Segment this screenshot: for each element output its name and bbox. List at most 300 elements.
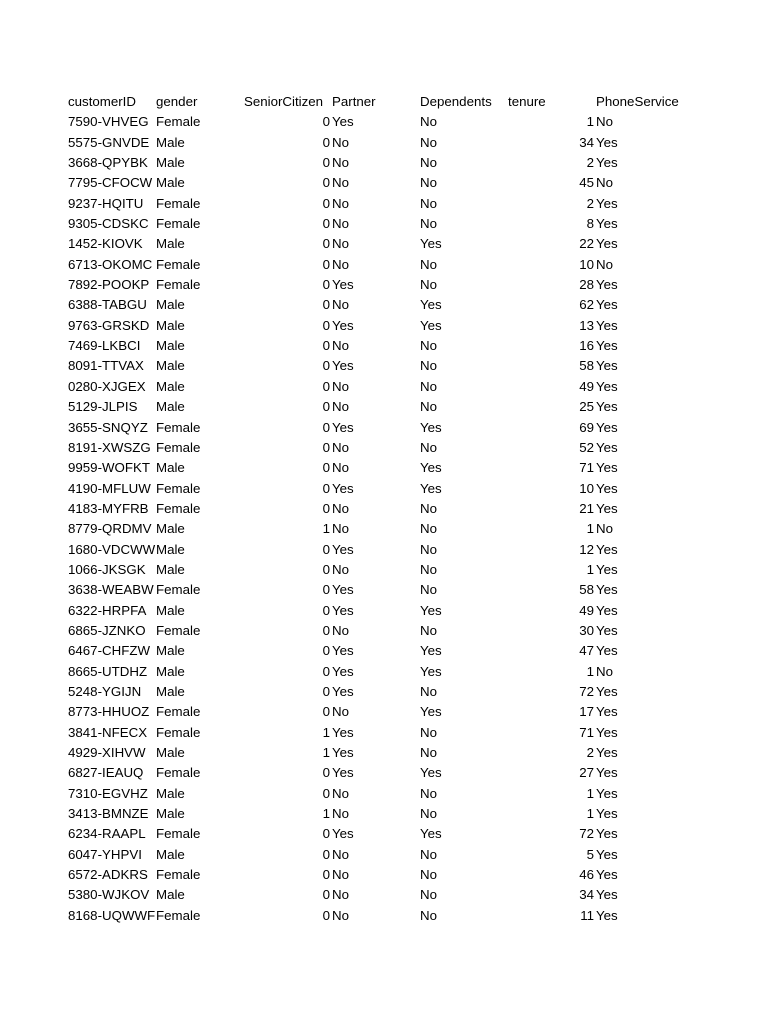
cell-phoneservice: Yes (596, 887, 618, 903)
cell-gender: Female (156, 765, 201, 781)
cell-gender: Male (156, 155, 185, 171)
cell-gender: Male (156, 521, 185, 537)
cell-seniorcitizen: 0 (322, 765, 330, 781)
cell-partner: Yes (332, 602, 354, 618)
cell-tenure: 62 (579, 297, 594, 313)
cell-gender: Female (156, 622, 201, 638)
cell-tenure: 46 (579, 867, 594, 883)
table-row (0, 763, 768, 783)
cell-dependents: Yes (420, 297, 442, 313)
cell-customerid: 9959-WOFKT (68, 460, 151, 476)
cell-dependents: Yes (420, 480, 442, 496)
cell-seniorcitizen: 0 (322, 378, 330, 394)
cell-partner: Yes (332, 541, 354, 557)
cell-seniorcitizen: 0 (322, 704, 330, 720)
cell-phoneservice: Yes (596, 806, 618, 822)
cell-seniorcitizen: 0 (322, 256, 330, 272)
cell-partner: No (332, 887, 349, 903)
cell-dependents: No (420, 521, 437, 537)
table-row (0, 845, 768, 865)
cell-seniorcitizen: 1 (322, 806, 330, 822)
cell-tenure: 16 (579, 338, 594, 354)
cell-partner: Yes (332, 826, 354, 842)
cell-seniorcitizen: 0 (322, 907, 330, 923)
cell-tenure: 17 (579, 704, 594, 720)
cell-tenure: 1 (586, 521, 594, 537)
cell-customerid: 5380-WJKOV (68, 887, 150, 903)
table-row (0, 438, 768, 458)
cell-phoneservice: No (596, 521, 613, 537)
cell-phoneservice: Yes (596, 561, 618, 577)
cell-seniorcitizen: 1 (322, 724, 330, 740)
cell-partner: No (332, 846, 349, 862)
cell-partner: No (332, 561, 349, 577)
column-header-tenure: tenure (508, 94, 546, 109)
cell-customerid: 0280-XJGEX (68, 378, 146, 394)
cell-seniorcitizen: 0 (322, 175, 330, 191)
cell-phoneservice: Yes (596, 602, 618, 618)
cell-seniorcitizen: 0 (322, 277, 330, 293)
cell-seniorcitizen: 0 (322, 460, 330, 476)
cell-customerid: 7795-CFOCW (68, 175, 153, 191)
cell-phoneservice: Yes (596, 867, 618, 883)
cell-gender: Female (156, 439, 201, 455)
cell-phoneservice: Yes (596, 704, 618, 720)
cell-phoneservice: Yes (596, 622, 618, 638)
cell-tenure: 69 (579, 419, 594, 435)
cell-gender: Male (156, 846, 185, 862)
cell-seniorcitizen: 0 (322, 216, 330, 232)
cell-gender: Male (156, 358, 185, 374)
cell-customerid: 4190-MFLUW (68, 480, 151, 496)
cell-tenure: 45 (579, 175, 594, 191)
table-row (0, 682, 768, 702)
cell-partner: No (332, 521, 349, 537)
cell-customerid: 6234-RAAPL (68, 826, 146, 842)
column-header-gender: gender (156, 94, 198, 109)
cell-phoneservice: Yes (596, 277, 618, 293)
cell-gender: Male (156, 541, 185, 557)
cell-customerid: 6388-TABGU (68, 297, 147, 313)
cell-partner: No (332, 338, 349, 354)
cell-seniorcitizen: 0 (322, 195, 330, 211)
cell-customerid: 1680-VDCWW (68, 541, 156, 557)
cell-phoneservice: Yes (596, 785, 618, 801)
cell-dependents: Yes (420, 317, 442, 333)
cell-seniorcitizen: 0 (322, 155, 330, 171)
cell-partner: Yes (332, 643, 354, 659)
cell-partner: No (332, 500, 349, 516)
cell-partner: No (332, 378, 349, 394)
cell-partner: No (332, 134, 349, 150)
cell-tenure: 2 (586, 195, 594, 211)
cell-phoneservice: No (596, 256, 613, 272)
table-row (0, 702, 768, 722)
cell-seniorcitizen: 0 (322, 500, 330, 516)
cell-customerid: 6322-HRPFA (68, 602, 147, 618)
cell-seniorcitizen: 0 (322, 439, 330, 455)
cell-tenure: 10 (579, 256, 594, 272)
cell-customerid: 7590-VHVEG (68, 114, 149, 130)
table-row (0, 133, 768, 153)
cell-seniorcitizen: 0 (322, 541, 330, 557)
cell-partner: Yes (332, 745, 354, 760)
cell-partner: Yes (332, 582, 354, 598)
table-row (0, 601, 768, 621)
cell-tenure: 72 (579, 683, 594, 699)
cell-phoneservice: Yes (596, 683, 618, 699)
cell-dependents: No (420, 175, 437, 191)
cell-tenure: 2 (586, 155, 594, 171)
cell-gender: Female (156, 582, 201, 598)
cell-dependents: No (420, 114, 437, 130)
cell-tenure: 34 (579, 134, 594, 150)
cell-partner: No (332, 907, 349, 923)
table-row (0, 621, 768, 641)
cell-dependents: No (420, 155, 437, 171)
cell-tenure: 71 (579, 460, 594, 476)
cell-dependents: No (420, 378, 437, 394)
cell-gender: Female (156, 480, 201, 496)
cell-seniorcitizen: 0 (322, 317, 330, 333)
cell-partner: No (332, 460, 349, 476)
cell-gender: Female (156, 826, 201, 842)
cell-tenure: 52 (579, 439, 594, 455)
cell-partner: No (332, 785, 349, 801)
cell-seniorcitizen: 0 (322, 582, 330, 598)
table-row (0, 458, 768, 478)
cell-tenure: 1 (586, 785, 594, 801)
cell-customerid: 6713-OKOMC (68, 256, 153, 272)
cell-tenure: 34 (579, 887, 594, 903)
cell-customerid: 8779-QRDMV (68, 521, 152, 537)
cell-phoneservice: No (596, 175, 613, 191)
cell-seniorcitizen: 1 (322, 521, 330, 537)
cell-gender: Male (156, 602, 185, 618)
cell-partner: No (332, 439, 349, 455)
cell-partner: No (332, 806, 349, 822)
table-row (0, 336, 768, 356)
cell-partner: Yes (332, 419, 354, 435)
cell-tenure: 8 (586, 216, 594, 232)
cell-tenure: 1 (586, 663, 594, 679)
cell-gender: Male (156, 785, 185, 801)
cell-partner: No (332, 175, 349, 191)
cell-phoneservice: Yes (596, 500, 618, 516)
table-row (0, 519, 768, 539)
table-row (0, 885, 768, 905)
cell-partner: Yes (332, 683, 354, 699)
cell-gender: Female (156, 114, 201, 130)
cell-dependents: No (420, 806, 437, 822)
cell-dependents: No (420, 745, 437, 760)
cell-customerid: 1452-KIOVK (68, 236, 143, 252)
cell-tenure: 58 (579, 358, 594, 374)
table-row (0, 865, 768, 885)
cell-customerid: 5575-GNVDE (68, 134, 150, 150)
cell-phoneservice: Yes (596, 338, 618, 354)
cell-tenure: 58 (579, 582, 594, 598)
cell-phoneservice: Yes (596, 399, 618, 415)
table-row (0, 560, 768, 580)
cell-customerid: 6827-IEAUQ (68, 765, 144, 781)
cell-partner: No (332, 256, 349, 272)
cell-seniorcitizen: 0 (322, 297, 330, 313)
cell-dependents: No (420, 500, 437, 516)
cell-seniorcitizen: 0 (322, 643, 330, 659)
cell-partner: No (332, 867, 349, 883)
table-row (0, 112, 768, 132)
cell-gender: Male (156, 561, 185, 577)
cell-phoneservice: Yes (596, 439, 618, 455)
cell-seniorcitizen: 0 (322, 419, 330, 435)
cell-dependents: No (420, 785, 437, 801)
cell-customerid: 6572-ADKRS (68, 867, 148, 883)
cell-seniorcitizen: 0 (322, 785, 330, 801)
cell-customerid: 5248-YGIJN (68, 683, 142, 699)
cell-partner: No (332, 216, 349, 232)
cell-tenure: 2 (586, 745, 594, 760)
cell-seniorcitizen: 0 (322, 622, 330, 638)
cell-customerid: 7310-EGVHZ (68, 785, 148, 801)
cell-gender: Male (156, 297, 185, 313)
table-row (0, 784, 768, 804)
table-row (0, 723, 768, 743)
table-row (0, 906, 768, 926)
cell-dependents: Yes (420, 602, 442, 618)
cell-tenure: 49 (579, 602, 594, 618)
cell-customerid: 3668-QPYBK (68, 155, 148, 171)
cell-dependents: No (420, 867, 437, 883)
cell-customerid: 7892-POOKP (68, 277, 150, 293)
cell-partner: No (332, 622, 349, 638)
cell-seniorcitizen: 0 (322, 114, 330, 130)
cell-phoneservice: Yes (596, 765, 618, 781)
cell-tenure: 12 (579, 541, 594, 557)
cell-phoneservice: Yes (596, 155, 618, 171)
cell-phoneservice: Yes (596, 907, 618, 923)
cell-customerid: 8773-HHUOZ (68, 704, 150, 720)
cell-dependents: No (420, 582, 437, 598)
cell-dependents: Yes (420, 236, 442, 252)
cell-phoneservice: Yes (596, 378, 618, 394)
cell-gender: Female (156, 907, 201, 923)
table-row (0, 377, 768, 397)
cell-seniorcitizen: 1 (322, 745, 330, 760)
cell-seniorcitizen: 0 (322, 358, 330, 374)
cell-seniorcitizen: 0 (322, 683, 330, 699)
cell-gender: Female (156, 419, 201, 435)
cell-tenure: 25 (579, 399, 594, 415)
cell-dependents: No (420, 399, 437, 415)
column-header-customerid: customerID (68, 94, 136, 109)
cell-gender: Female (156, 867, 201, 883)
cell-gender: Female (156, 216, 201, 232)
cell-dependents: No (420, 907, 437, 923)
cell-dependents: No (420, 683, 437, 699)
cell-gender: Male (156, 745, 185, 760)
cell-phoneservice: Yes (596, 745, 618, 760)
table-row (0, 641, 768, 661)
cell-phoneservice: Yes (596, 541, 618, 557)
cell-dependents: Yes (420, 826, 442, 842)
cell-partner: Yes (332, 765, 354, 781)
table-body (0, 112, 768, 926)
cell-phoneservice: Yes (596, 846, 618, 862)
cell-dependents: Yes (420, 704, 442, 720)
cell-gender: Female (156, 256, 201, 272)
cell-phoneservice: Yes (596, 419, 618, 435)
cell-phoneservice: Yes (596, 724, 618, 740)
cell-gender: Male (156, 643, 185, 659)
column-header-seniorcitizen: SeniorCitizen (244, 94, 324, 109)
cell-dependents: Yes (420, 765, 442, 781)
table-row (0, 234, 768, 254)
cell-tenure: 10 (579, 480, 594, 496)
cell-tenure: 49 (579, 378, 594, 394)
cell-tenure: 27 (579, 765, 594, 781)
cell-seniorcitizen: 0 (322, 561, 330, 577)
column-header-dependents: Dependents (420, 94, 492, 109)
cell-gender: Male (156, 460, 185, 476)
cell-seniorcitizen: 0 (322, 846, 330, 862)
table-row (0, 153, 768, 173)
table-row (0, 275, 768, 295)
table-row (0, 499, 768, 519)
cell-seniorcitizen: 0 (322, 236, 330, 252)
table-row (0, 397, 768, 417)
table-row (0, 743, 768, 763)
cell-customerid: 9237-HQITU (68, 195, 144, 211)
cell-gender: Female (156, 277, 201, 293)
cell-tenure: 13 (579, 317, 594, 333)
table-row (0, 580, 768, 600)
cell-customerid: 9305-CDSKC (68, 216, 149, 232)
cell-gender: Male (156, 134, 185, 150)
table-row (0, 824, 768, 844)
cell-tenure: 22 (579, 236, 594, 252)
table-row (0, 540, 768, 560)
table-row (0, 479, 768, 499)
cell-seniorcitizen: 0 (322, 480, 330, 496)
cell-partner: No (332, 195, 349, 211)
cell-gender: Male (156, 317, 185, 333)
cell-customerid: 4929-XIHVW (68, 745, 146, 760)
cell-dependents: No (420, 541, 437, 557)
cell-dependents: Yes (420, 643, 442, 659)
cell-gender: Female (156, 724, 201, 740)
cell-seniorcitizen: 0 (322, 826, 330, 842)
cell-phoneservice: Yes (596, 216, 618, 232)
cell-tenure: 30 (579, 622, 594, 638)
cell-seniorcitizen: 0 (322, 399, 330, 415)
cell-gender: Male (156, 806, 185, 822)
cell-phoneservice: Yes (596, 460, 618, 476)
cell-tenure: 1 (586, 114, 594, 130)
cell-partner: Yes (332, 663, 354, 679)
cell-dependents: No (420, 216, 437, 232)
table-row (0, 214, 768, 234)
cell-customerid: 9763-GRSKD (68, 317, 150, 333)
cell-dependents: No (420, 439, 437, 455)
cell-gender: Male (156, 399, 185, 415)
cell-gender: Male (156, 887, 185, 903)
cell-phoneservice: Yes (596, 134, 618, 150)
spreadsheet-table (0, 92, 768, 926)
cell-tenure: 21 (579, 500, 594, 516)
cell-partner: Yes (332, 358, 354, 374)
cell-customerid: 6047-YHPVI (68, 846, 142, 862)
cell-dependents: Yes (420, 460, 442, 476)
table-row (0, 255, 768, 275)
cell-customerid: 8191-XWSZG (68, 439, 151, 455)
cell-phoneservice: Yes (596, 358, 618, 374)
cell-phoneservice: Yes (596, 317, 618, 333)
cell-customerid: 6467-CHFZW (68, 643, 151, 659)
cell-partner: No (332, 399, 349, 415)
cell-gender: Male (156, 683, 185, 699)
cell-customerid: 1066-JKSGK (68, 561, 146, 577)
cell-tenure: 1 (586, 806, 594, 822)
cell-phoneservice: No (596, 663, 613, 679)
cell-gender: Female (156, 195, 201, 211)
cell-tenure: 5 (586, 846, 594, 862)
table-row (0, 418, 768, 438)
cell-seniorcitizen: 0 (322, 867, 330, 883)
cell-tenure: 28 (579, 277, 594, 293)
table-row (0, 173, 768, 193)
cell-dependents: Yes (420, 419, 442, 435)
cell-partner: No (332, 155, 349, 171)
cell-customerid: 3655-SNQYZ (68, 419, 148, 435)
cell-customerid: 4183-MYFRB (68, 500, 149, 516)
cell-gender: Male (156, 663, 185, 679)
table-row (0, 295, 768, 315)
cell-phoneservice: Yes (596, 826, 618, 842)
cell-customerid: 3841-NFECX (68, 724, 148, 740)
cell-dependents: No (420, 622, 437, 638)
cell-customerid: 8168-UQWWF (68, 907, 156, 923)
cell-dependents: No (420, 724, 437, 740)
cell-partner: No (332, 704, 349, 720)
table-row (0, 662, 768, 682)
column-header-partner: Partner (332, 94, 376, 109)
cell-seniorcitizen: 0 (322, 663, 330, 679)
cell-dependents: No (420, 846, 437, 862)
cell-partner: Yes (332, 317, 354, 333)
cell-gender: Female (156, 704, 201, 720)
cell-seniorcitizen: 0 (322, 887, 330, 903)
cell-dependents: No (420, 277, 437, 293)
cell-seniorcitizen: 0 (322, 134, 330, 150)
header-row (0, 92, 768, 112)
cell-partner: Yes (332, 480, 354, 496)
cell-seniorcitizen: 0 (322, 602, 330, 618)
cell-gender: Female (156, 500, 201, 516)
cell-phoneservice: Yes (596, 236, 618, 252)
table-row (0, 356, 768, 376)
cell-tenure: 11 (580, 907, 594, 923)
cell-dependents: No (420, 134, 437, 150)
table-row (0, 804, 768, 824)
cell-customerid: 5129-JLPIS (68, 399, 138, 415)
cell-phoneservice: Yes (596, 195, 618, 211)
column-header-phoneservice: PhoneService (596, 94, 679, 109)
cell-gender: Male (156, 378, 185, 394)
cell-dependents: Yes (420, 663, 442, 679)
cell-dependents: No (420, 358, 437, 374)
cell-partner: Yes (332, 724, 354, 740)
